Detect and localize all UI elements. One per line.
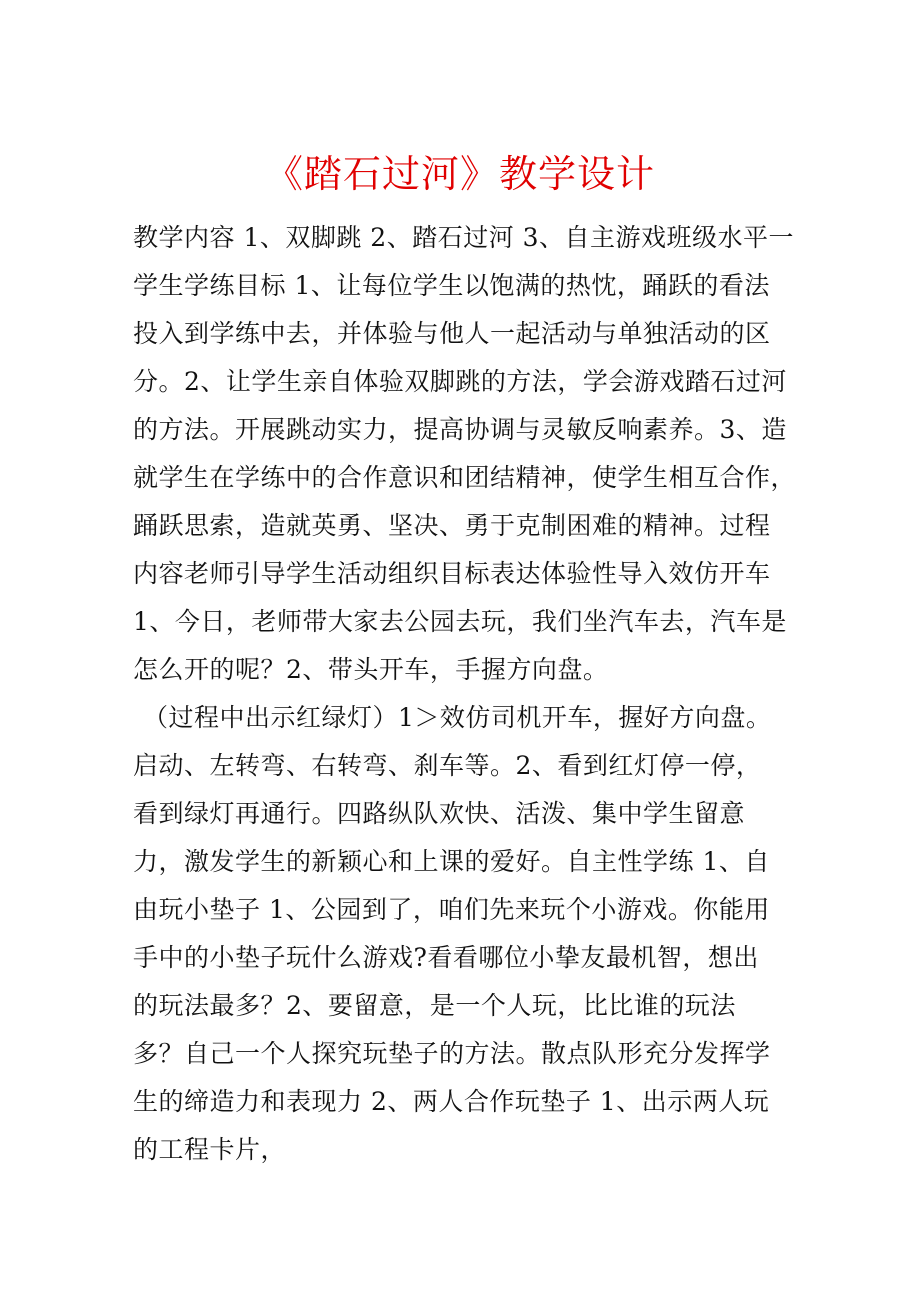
body-line: 由玩小垫子 1、公园到了，咱们先来玩个小游戏。你能用 xyxy=(133,895,770,924)
body-line: 分。2、让学生亲自体验双脚跳的方法，学会游戏踏石过河 xyxy=(133,367,787,396)
body-line: 怎么开的呢？2、带头开车，手握方向盘。 xyxy=(133,655,609,684)
body-line: 投入到学练中去，并体验与他人一起活动与单独活动的区 xyxy=(133,319,771,348)
document-title: 《踏石过河》教学设计 xyxy=(264,152,655,196)
body-line: 力，激发学生的新颖心和上课的爱好。自主性学练 1、自 xyxy=(133,847,770,876)
body-line: 1、今日，老师带大家去公园去玩，我们坐汽车去，汽车是 xyxy=(133,607,787,636)
body-line: 内容老师引导学生活动组织目标表达体验性导入效仿开车 xyxy=(133,559,771,588)
body-line: 教学内容 1、双脚跳 2、踏石过河 3、自主游戏班级水平一 xyxy=(133,223,795,252)
body-line: 手中的小垫子玩什么游戏?看看哪位小挚友最机智，想出 xyxy=(133,943,759,972)
body-line: 就学生在学练中的合作意识和团结精神，使学生相互合作， xyxy=(133,463,797,492)
body-line: 启动、左转弯、右转弯、刹车等。2、看到红灯停一停， xyxy=(133,751,762,780)
body-line: 踊跃思索，造就英勇、坚决、勇于克制困难的精神。过程 xyxy=(133,511,771,540)
body-line: （过程中出示红绿灯）1＞效仿司机开车，握好方向盘。 xyxy=(143,703,772,732)
document-body xyxy=(133,214,833,1174)
body-line: 多？自己一个人探究玩垫子的方法。散点队形充分发挥学 xyxy=(133,1039,771,1068)
body-line: 生的缔造力和表现力 2、两人合作玩垫子 1、出示两人玩 xyxy=(133,1087,770,1116)
body-line: 的玩法最多？2、要留意，是一个人玩，比比谁的玩法 xyxy=(133,991,736,1020)
body-line: 的方法。开展跳动实力，提高协调与灵敏反响素养。3、造 xyxy=(133,415,787,444)
body-line: 的工程卡片， xyxy=(133,1135,287,1164)
body-line: 看到绿灯再通行。四路纵队欢快、活泼、集中学生留意 xyxy=(133,799,746,828)
body-line: 学生学练目标 1、让每位学生以饱满的热忱，踊跃的看法 xyxy=(133,271,770,300)
